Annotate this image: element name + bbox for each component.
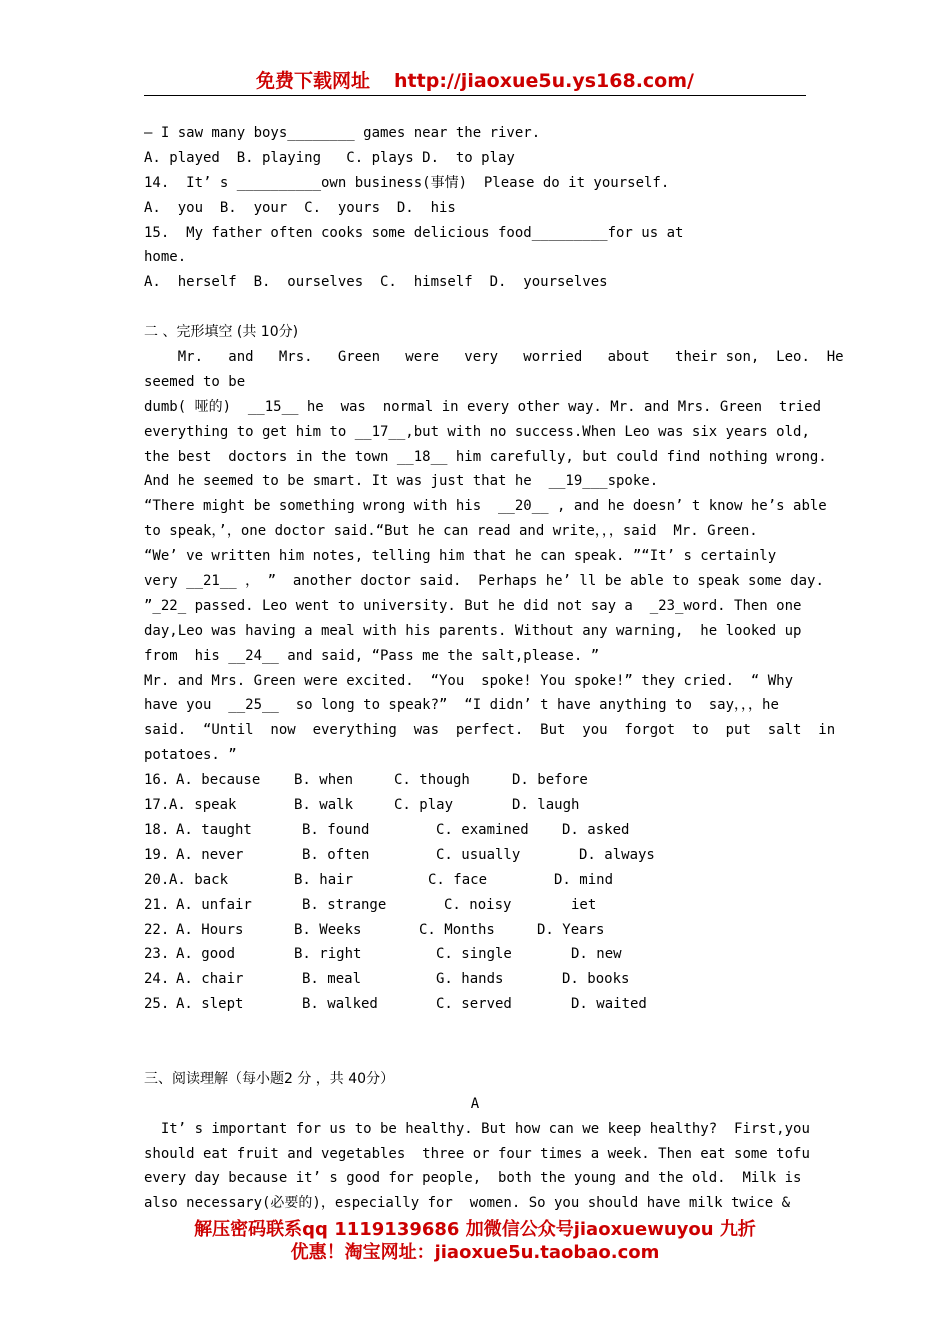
question-stem-continued: home. [144, 249, 187, 266]
question-options: A. played B. playing C. plays D. to play [144, 149, 515, 166]
cloze-options [144, 768, 806, 1017]
option-row: 23. A. good B. right C. single D. new [144, 946, 622, 963]
passage-line: It’ s important for us to be healthy. But how can we keep healthy? First,you [144, 1120, 810, 1137]
option-row: 24. A. chair B. meal G. hands D. books [144, 971, 630, 988]
passage-line: the best doctors in the town __18__ him carefully, but could find nothing wrong. [144, 448, 827, 465]
option-row: 16. A. because B. when C. though D. before [144, 772, 588, 789]
document-body [144, 121, 844, 1216]
passage-line: every day because it’ s good for people, both the young and the old. Milk is [144, 1170, 802, 1187]
header-url[interactable]: http://jiaoxue5u.ys168.com/ [394, 70, 694, 92]
header-site-label: 免费下载网址 [256, 70, 371, 92]
option-row: 22. A. Hours B. Weeks C. Months D. Years [144, 921, 605, 938]
reading-passage [144, 1117, 810, 1217]
passage-line: to speak，’，one doctor said.“But he can read and write，，，said Mr. Green. [144, 523, 758, 540]
question-stem: 14. It’ s __________own business(事情) Please do it yourself. [144, 174, 670, 191]
option-row: 20. A. back B. hair C. face D. mind [144, 871, 614, 888]
page-header [144, 68, 806, 94]
passage-line: said. “Until now everything was perfect. But you forgot to put salt in [144, 722, 836, 739]
option-row: 18. A. taught B. found C. examined D. asked [144, 821, 630, 838]
passage-line: everything to get him to __17__,but with no success.When Leo was six years old, [144, 423, 810, 440]
question-options: A. herself B. ourselves C. himself D. yourselves [144, 274, 608, 291]
section-title-reading: 三、阅读理解（每小题2 分 ，共 40分） [144, 1070, 395, 1087]
passage-line: “We’ ve written him notes, telling him that he can speak. ”“It’ s certainly [144, 548, 777, 565]
option-row: 19. A. never B. often C. usually D. always [144, 846, 655, 863]
header-divider [144, 95, 806, 96]
footer-line: 解压密码联系qq 1119139686 加微信公众号jiaoxuewuyou 九折 [194, 1219, 756, 1240]
passage-line: And he seemed to be smart. It was just that he __19___spoke. [144, 473, 659, 490]
page-footer [144, 1218, 806, 1264]
option-row: 25. A. slept B. walked C. served D. waited [144, 996, 647, 1013]
question-stem: 15. My father often cooks some delicious food_________for us at [144, 224, 684, 241]
question-stem: — I saw many boys________ games near the river. [144, 125, 541, 141]
option-row: 21. A. unfair B. strange C. noisy iet [144, 896, 597, 913]
section-title-cloze: 二 、完形填空 (共 10分) [144, 324, 299, 341]
passage-line: “There might be something wrong with his __20__ , and he doesn’ t know he’s able [144, 498, 827, 515]
passage-line: from his __24__ and said, “Pass me the salt,please. ” [144, 647, 600, 664]
question-options: A. you B. your C. yours D. his [144, 199, 456, 216]
passage-line: potatoes. ” [144, 747, 237, 764]
passage-line: seemed to be [144, 373, 246, 390]
passage-line: also necessary(必要的)，especially for women. So you should have milk twice & [144, 1195, 791, 1212]
passage-label: A [470, 1095, 480, 1112]
footer-line: 优惠！淘宝网址：jiaoxue5u.taobao.com [290, 1242, 660, 1263]
passage-line: very __21__ ， ” another doctor said. Perhaps he’ ll be able to speak some day. [144, 573, 824, 590]
option-row: 17. A. speak B. walk C. play D. laugh [144, 797, 580, 814]
passage-line: should eat fruit and vegetables three or four times a week. Then eat some tofu [144, 1145, 810, 1162]
passage-line: day,Leo was having a meal with his parents. Without any warning, he looked up [144, 622, 802, 639]
passage-line: dumb( 哑的) __15__ he was normal in every other way. Mr. and Mrs. Green tried [144, 398, 822, 415]
cloze-passage [144, 345, 844, 768]
passage-line: Mr. and Mrs. Green were very worried about their son, Leo. He [144, 349, 844, 366]
passage-line: have you __25__ so long to speak?” “I didn’ t have anything to say，，，he [144, 697, 779, 714]
passage-line: ”_22_ passed. Leo went to university. But he did not say a _23_word. Then one [144, 597, 802, 614]
passage-line: Mr. and Mrs. Green were excited. “You spoke! You spoke!” they cried. “ Why [144, 672, 794, 689]
